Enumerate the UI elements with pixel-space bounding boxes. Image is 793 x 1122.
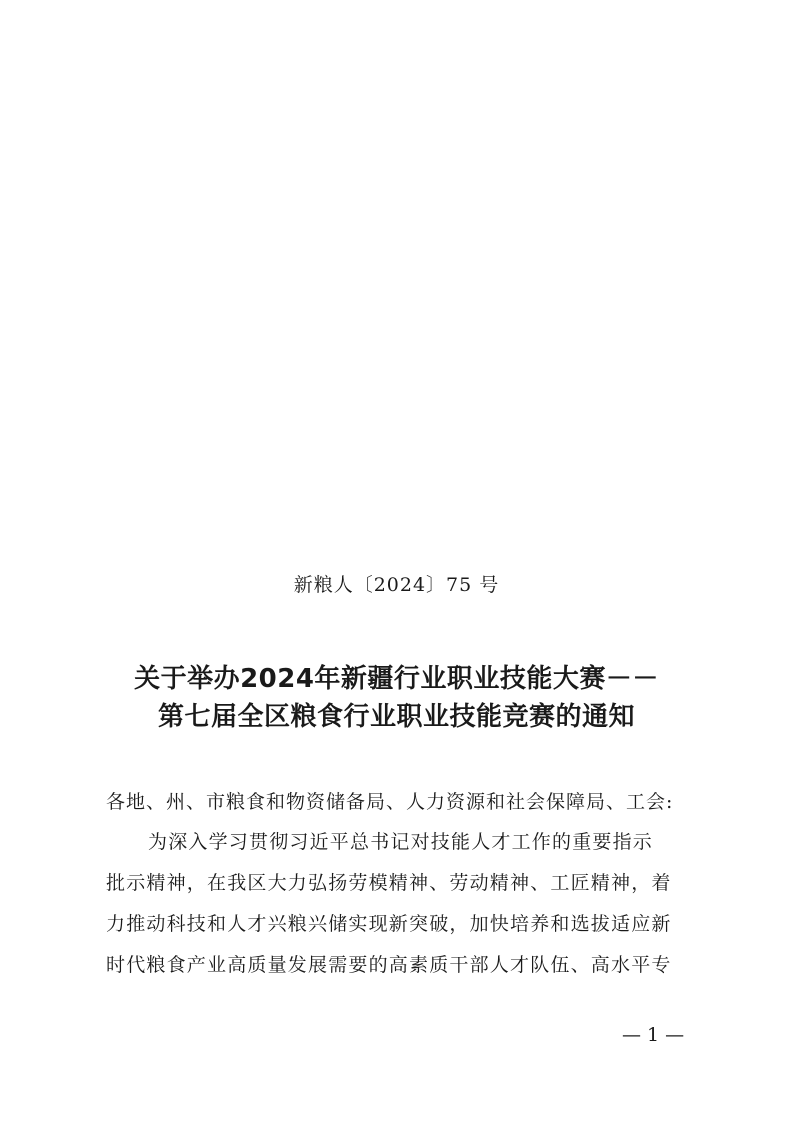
body-line-1: 为深入学习贯彻习近平总书记对技能人才工作的重要指示 xyxy=(148,831,654,853)
body-line-2: 批示精神，在我区大力弘扬劳模精神、劳动精神、工匠精神，着 xyxy=(106,872,672,894)
title-line-1: 关于举办2024年新疆行业职业技能大赛－－ xyxy=(134,664,659,694)
body-line-4: 时代粮食产业高质量发展需要的高素质干部人才队伍、高水平专 xyxy=(106,954,672,976)
document-title xyxy=(0,660,793,736)
document-number: 新粮人〔2024〕75 号 xyxy=(293,574,500,596)
page-number: — 1 — xyxy=(622,1024,685,1046)
recipients-line: 各地、州、市粮食和物资储备局、人力资源和社会保障局、工会: xyxy=(106,791,674,813)
title-line-2: 第七届全区粮食行业职业技能竞赛的通知 xyxy=(157,702,635,732)
body-line-3: 力推动科技和人才兴粮兴储实现新突破，加快培养和选拔适应新 xyxy=(106,913,672,935)
